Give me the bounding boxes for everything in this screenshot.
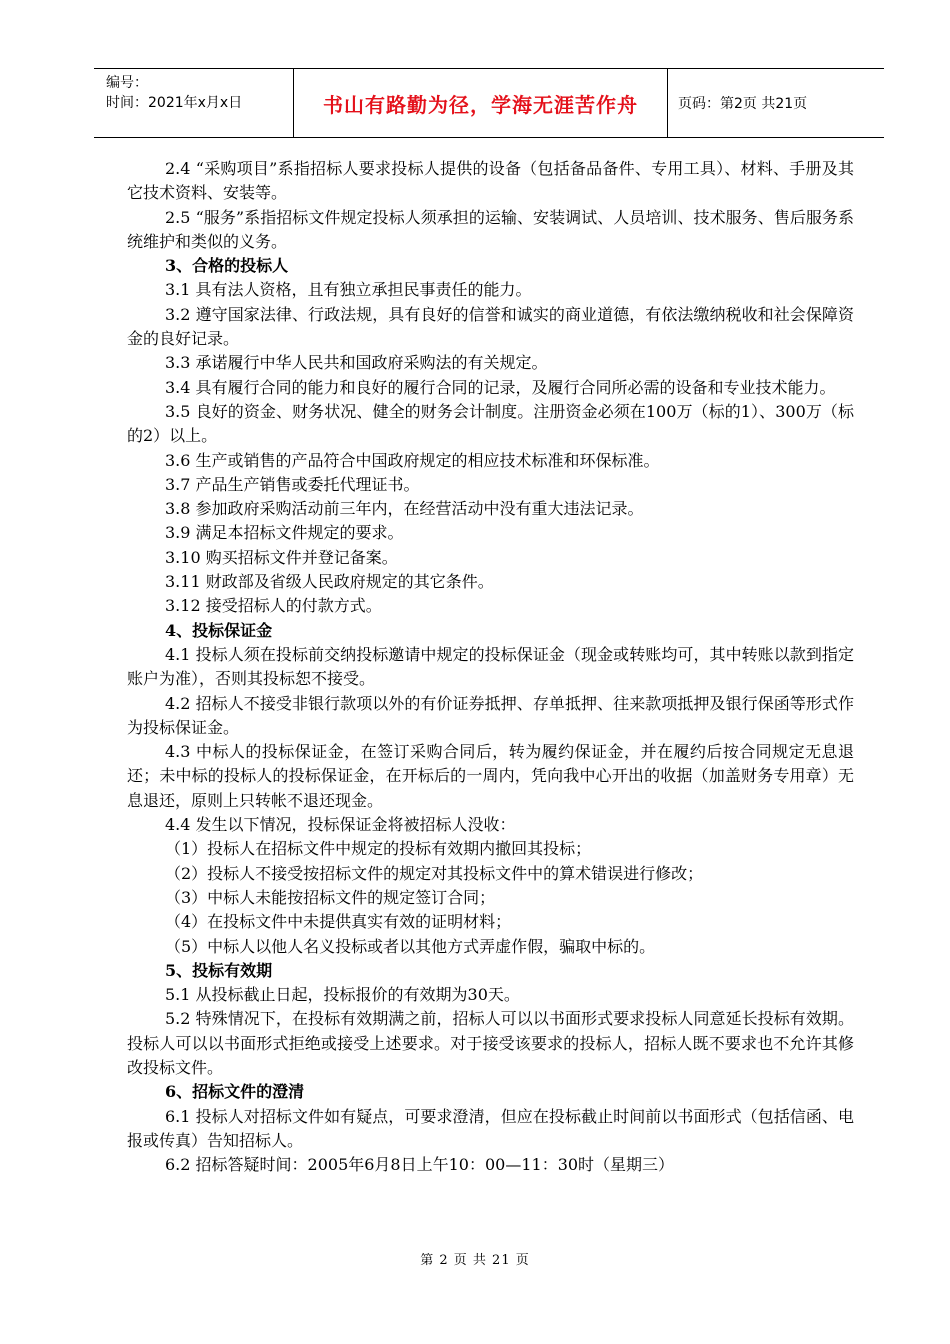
paragraph: （1）投标人在招标文件中规定的投标有效期内撤回其投标； [165, 839, 592, 859]
document-body [127, 157, 854, 1177]
paragraph: 3.6 生产或销售的产品符合中国政府规定的相应技术标准和环保标准。 [165, 450, 660, 470]
paragraph: （4）在投标文件中未提供真实有效的证明材料； [165, 912, 512, 932]
paragraph: （3）中标人未能按招标文件的规定签订合同； [165, 887, 496, 907]
page-header [94, 68, 884, 138]
document-number-label: 编号： [106, 75, 148, 91]
header-meta-cell [94, 69, 294, 137]
paragraph: 3.11 财政部及省级人民政府规定的其它条件。 [165, 572, 494, 592]
paragraph: 3.4 具有履行合同的能力和良好的履行合同的记录，及履行合同所必需的设备和专业技术能力。 [165, 377, 836, 397]
paragraph: 5.2 特殊情况下，在投标有效期满之前，招标人可以以书面形式要求投标人同意延长投标有效期。投标人可以以书面形式拒绝或接受上述要求。对于接受该要求的投标人，招标人既不要求也不允许其修改投标文件。 [127, 1009, 854, 1077]
paragraph: 4.3 中标人的投标保证金，在签订采购合同后，转为履约保证金，并在履约后按合同规定无息退还；未中标的投标人的投标保证金，在开标后的一周内，凭向我中心开出的收据（加盖财务专用章）无息退还，原则上只转帐不退还现金。 [127, 742, 854, 810]
paragraph: 3.10 购买招标文件并登记备案。 [165, 547, 398, 567]
section-heading: 3、合格的投标人 [165, 256, 289, 276]
document-time-label: 时间：2021年x月x日 [106, 95, 243, 111]
paragraph: （5）中标人以他人名义投标或者以其他方式弄虚作假，骗取中标的。 [165, 936, 656, 956]
section-heading: 5、投标有效期 [165, 960, 273, 980]
paragraph: 2.5 “服务”系指招标文件规定投标人须承担的运输、安装调试、人员培训、技术服务、售后服务系统维护和类似的义务。 [127, 207, 854, 251]
paragraph: 6.2 招标答疑时间：2005年6月8日上午10：00—11：30时（星期三） [165, 1155, 675, 1175]
paragraph: 4.4 发生以下情况，投标保证金将被招标人没收： [165, 815, 516, 835]
paragraph: 4.2 招标人不接受非银行款项以外的有价证券抵押、存单抵押、往来款项抵押及银行保函等形式作为投标保证金。 [127, 693, 854, 737]
paragraph: 2.4 “采购项目”系指招标人要求投标人提供的设备（包括备品备件、专用工具）、材料、手册及其它技术资料、安装等。 [127, 159, 854, 203]
paragraph: 4.1 投标人须在投标前交纳投标邀请中规定的投标保证金（现金或转账均可，其中转账以款到指定账户为准），否则其投标恕不接受。 [127, 644, 854, 689]
header-motto: 书山有路勤为径，学海无涯苦作舟 [323, 92, 638, 117]
paragraph: 3.1 具有法人资格，且有独立承担民事责任的能力。 [165, 280, 532, 300]
paragraph: 3.5 良好的资金、财务状况、健全的财务会计制度。注册资金必须在100万（标的1）、300万（标的2）以上。 [127, 401, 854, 446]
paragraph: 3.12 接受招标人的付款方式。 [165, 596, 382, 616]
paragraph: 3.9 满足本招标文件规定的要求。 [165, 523, 404, 543]
page-footer: 第 2 页 共 21 页 [420, 1253, 530, 1268]
section-heading: 4、投标保证金 [165, 620, 273, 640]
paragraph: 3.7 产品生产销售或委托代理证书。 [165, 474, 420, 494]
paragraph: （2）投标人不接受按招标文件的规定对其投标文件中的算术错误进行修改； [165, 863, 704, 883]
paragraph: 3.3 承诺履行中华人民共和国政府采购法的有关规定。 [165, 353, 548, 373]
paragraph: 5.1 从投标截止日起，投标报价的有效期为30天。 [165, 985, 520, 1005]
section-heading: 6、招标文件的澄清 [165, 1082, 305, 1102]
header-page-cell [668, 69, 884, 137]
paragraph: 3.2 遵守国家法律、行政法规，具有良好的信誉和诚实的商业道德，有依法缴纳税收和社会保障资金的良好记录。 [127, 304, 854, 349]
header-motto-cell [294, 69, 668, 137]
header-page-number: 页码：第2页 共21页 [678, 96, 808, 112]
paragraph: 6.1 投标人对招标文件如有疑点，可要求澄清，但应在投标截止时间前以书面形式（包括信函、电报或传真）告知招标人。 [127, 1106, 854, 1150]
paragraph: 3.8 参加政府采购活动前三年内，在经营活动中没有重大违法记录。 [165, 499, 644, 519]
